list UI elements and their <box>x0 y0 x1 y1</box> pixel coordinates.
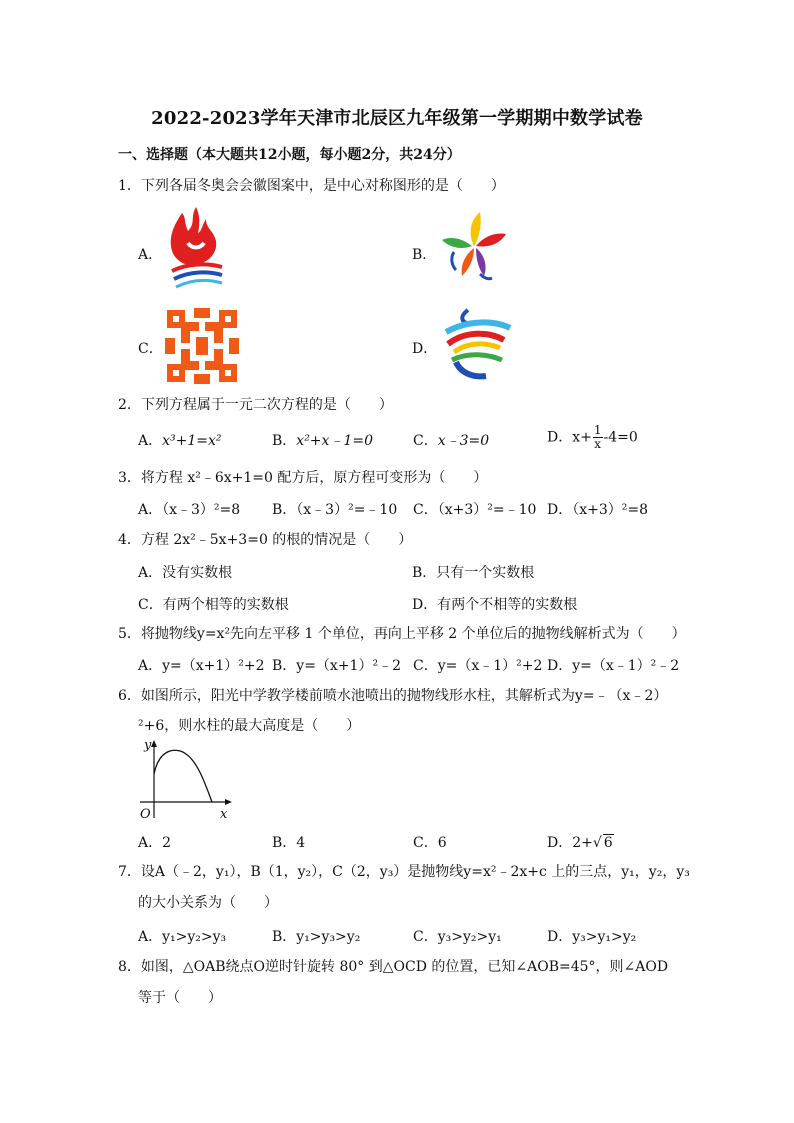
question-7-stem-line2: 的大小关系为（ ） <box>138 895 278 911</box>
section-heading: 一、选择题（本大题共12小题，每小题2分，共24分） <box>118 147 461 163</box>
q4-option-d: D．有两个不相等的实数根 <box>412 597 578 613</box>
q2-option-b <box>272 430 373 450</box>
q3-option-d: D．（x+3）²=8 <box>547 502 649 518</box>
q2-option-d <box>547 424 638 451</box>
q2-d-fraction <box>593 424 603 451</box>
q7-option-a: A．y₁>y₂>y₃ <box>138 929 227 945</box>
flame-emblem-icon <box>166 205 226 301</box>
q2-a-equation: x³+1=x² <box>162 433 222 449</box>
q5-option-a: A．y=（x+1）²+2 <box>138 658 265 674</box>
flower-emblem-icon <box>440 208 510 292</box>
question-8-stem-line1: 8．如图，△OAB绕点O逆时针旋转 80° 到△OCD 的位置，已知∠AOB=45°，则∠AOD <box>118 959 669 975</box>
question-5-stem: 5．将抛物线y=x²先向左平移 1 个单位，再向上平移 2 个单位后的抛物线解析式为（ ） <box>118 626 686 642</box>
q1-option-c-label: C． <box>138 341 163 357</box>
question-6-stem-line1: 6．如图所示，阳光中学教学楼前喷水池喷出的抛物线形水柱，其解析式为y=﹣（x﹣2） <box>118 688 668 704</box>
q6-d-radicand: 6 <box>603 835 613 851</box>
q6-y-axis-arrow <box>151 740 157 747</box>
q4-option-b: B．只有一个实数根 <box>412 565 535 581</box>
q1-option-b-label: B． <box>412 247 437 263</box>
q5-option-c: C．y=（x﹣1）²+2 <box>413 658 543 674</box>
q6-option-b: B．4 <box>272 835 306 851</box>
q7-option-d: D．y₃>y₁>y₂ <box>547 929 637 945</box>
q2-b-label: B． <box>272 433 297 449</box>
q2-d-prefix: x+ <box>572 429 592 446</box>
q6-option-d <box>547 832 614 852</box>
q6-parabola-curve <box>154 750 212 802</box>
question-2-stem: 2．下列方程属于一元二次方程的是（ ） <box>118 397 393 413</box>
q3-option-b: B．（x﹣3）²=﹣10 <box>272 502 398 518</box>
q4-option-a: A．没有实数根 <box>138 565 233 581</box>
q2-d-label: D． <box>547 429 573 446</box>
q6-x-label: x <box>220 807 228 822</box>
ribbon-emblem-icon <box>438 306 514 386</box>
question-8-stem-line2: 等于（ ） <box>138 990 222 1006</box>
q6-origin-label: O <box>140 807 151 822</box>
sqrt-icon: √ <box>592 835 602 851</box>
question-7-stem-line1: 7．设A（﹣2，y₁），B（1，y₂），C（2，y₃）是抛物线y=x²﹣2x+c 上的三点，y₁，y₂，y₃ <box>118 864 690 880</box>
orange-pattern-emblem-icon <box>163 306 241 390</box>
q6-d-prefix: D．2+ <box>547 835 593 851</box>
q3-option-c: C．（x+3）²=﹣10 <box>413 502 537 518</box>
q2-b-equation: x²+x﹣1=0 <box>296 433 373 449</box>
page-title: 2022-2023学年天津市北辰区九年级第一学期期中数学试卷 <box>151 108 643 129</box>
q6-parabola-graph <box>136 738 236 826</box>
q6-y-label: y <box>144 738 152 753</box>
q1-option-a-label: A． <box>138 247 163 263</box>
q6-option-a: A．2 <box>138 835 172 851</box>
q2-a-label: A． <box>138 433 163 449</box>
question-4-stem: 4．方程 2x²﹣5x+3=0 的根的情况是（ ） <box>118 532 413 548</box>
q7-option-b: B．y₁>y₃>y₂ <box>272 929 361 945</box>
q2-option-c <box>413 430 489 450</box>
q2-d-denominator: x <box>594 437 602 451</box>
q2-option-a <box>138 430 222 450</box>
question-1-stem: 1．下列各届冬奥会会徽图案中，是中心对称图形的是（ ） <box>118 178 505 194</box>
q2-d-suffix: -4=0 <box>603 429 638 446</box>
q2-c-equation: x﹣3=0 <box>437 433 490 449</box>
q2-d-numerator: 1 <box>593 423 602 437</box>
q1-option-d-label: D． <box>412 341 438 357</box>
q5-option-d: D．y=（x﹣1）²﹣2 <box>547 658 680 674</box>
q6-option-c: C．6 <box>413 835 447 851</box>
q2-c-label: C． <box>413 433 438 449</box>
q3-option-a: A．（x﹣3）²=8 <box>138 502 241 518</box>
q5-option-b: B．y=（x+1）²﹣2 <box>272 658 401 674</box>
q7-option-c: C．y₃>y₂>y₁ <box>413 929 502 945</box>
q4-option-c: C．有两个相等的实数根 <box>138 597 289 613</box>
question-3-stem: 3．将方程 x²﹣6x+1=0 配方后，原方程可变形为（ ） <box>118 470 488 486</box>
q6-x-axis-arrow <box>225 799 232 805</box>
question-6-stem-line2: ²+6，则水柱的最大高度是（ ） <box>138 718 361 734</box>
